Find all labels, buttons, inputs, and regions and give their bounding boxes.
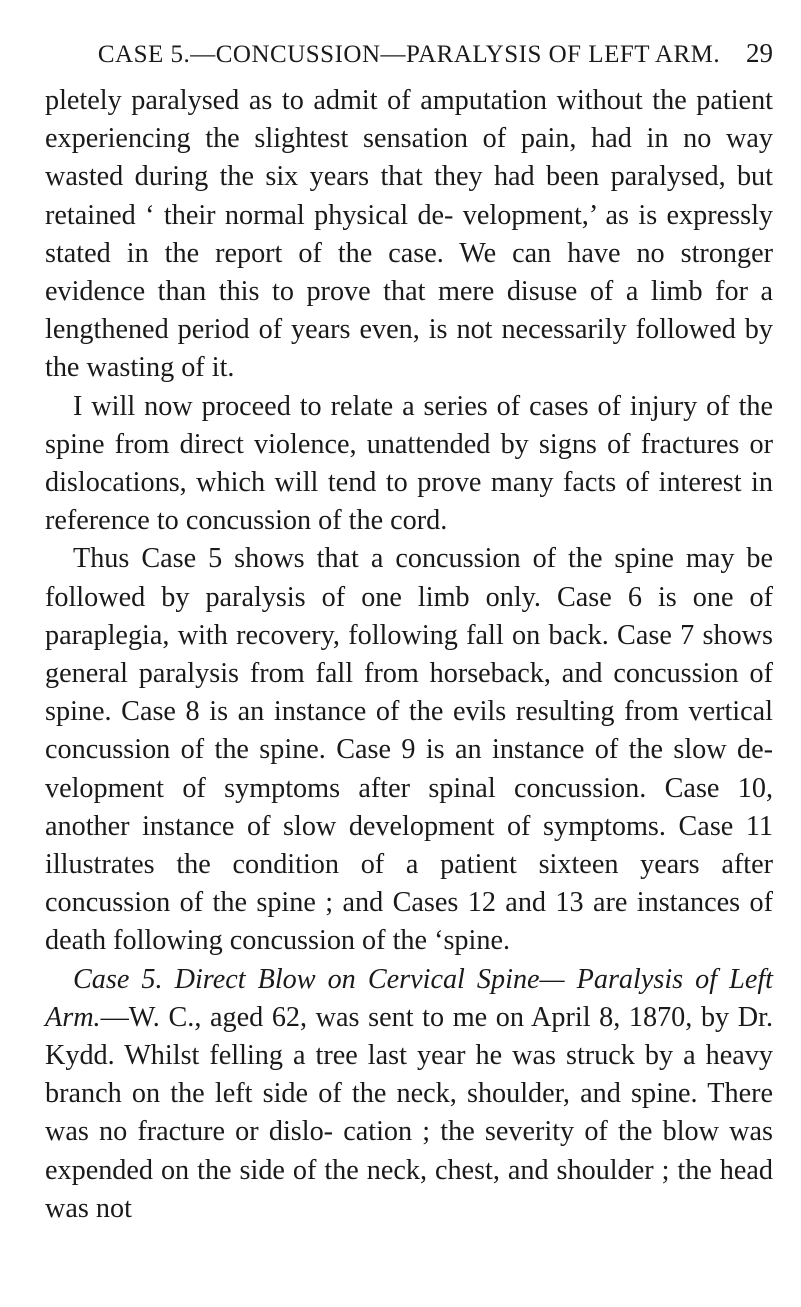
page-header bbox=[45, 38, 773, 78]
paragraph-case-5 bbox=[45, 961, 773, 1228]
case-text: —W. C., aged 62, was sent to me on April 8, 1870, by Dr. Kydd. Whilst felling a tree last year he was struck by a heavy branch on the left side of the neck, shoulder, and spine. There was no fracture or dislo- cation ; the severity of the blow was expended on the side of the neck, chest, and shoulder ; the head was not bbox=[45, 1001, 773, 1224]
paragraph-case-summary: Thus Case 5 shows that a concussion of the spine may be followed by paralysis of one limb only. Case 6 is one of paraplegia, with recovery, following fall on back. Case 7 shows general paralysis from fall from horseback, and concussion of spine. Case 8 is an instance of the evils resulting from vertical concussion of the spine. Case 9 is an instance of the slow de- velopment of symptoms after spinal concussion. Case 10, another instance of slow development of symptoms. Case 11 illustrates the condition of a patient sixteen years after concussion of the spine ; and Cases 12 and 13 are instances of death following concussion of the ‘spine. bbox=[45, 543, 773, 957]
body-text bbox=[45, 82, 773, 1228]
paragraph-intro-cases: I will now proceed to relate a series of cases of injury of the spine from direct violence, unattended by signs of fractures or dislocations, which will tend to prove many facts of interest in reference to concussion of the cord. bbox=[45, 390, 773, 537]
case-heading: Case 5. Direct Blow on Cervical Spine— Paralysis of Left Arm. bbox=[45, 963, 773, 1033]
page-number: 29 bbox=[746, 38, 773, 68]
paragraph-continuation: pletely paralysed as to admit of amputation without the patient experiencing the slightest sensation of pain, had in no way wasted during the six years that they had been paralysed, but retained ‘ their normal physical de- velopment,’ as is expressly stated in the report of the case. We can have no stronger evidence than this to prove that mere disuse of a limb for a lengthened period of years even, is not necessarily followed by the wasting of it. bbox=[45, 85, 773, 384]
running-head: CASE 5.—CONCUSSION—PARALYSIS OF LEFT ARM. bbox=[97, 41, 721, 68]
